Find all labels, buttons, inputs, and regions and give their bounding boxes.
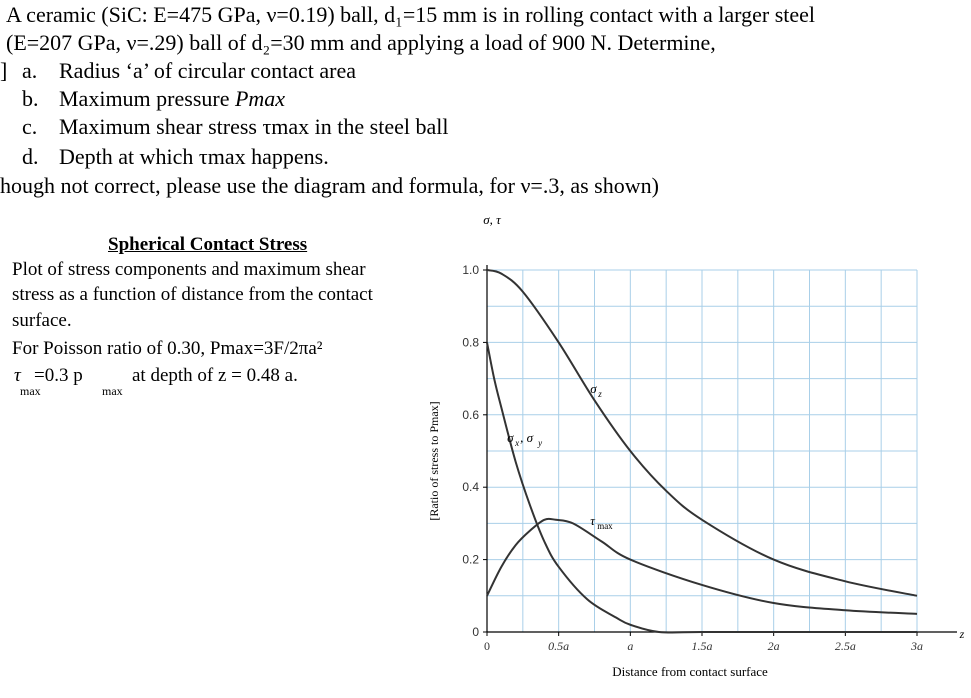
problem-line-1: A ceramic (SiC: E=475 GPa, ν=0.19) ball, d₁=15 mm is in rolling contact with a larger steel [6,2,816,27]
item-b [59,86,285,112]
item-a-text: Radius ‘a’ of circular contact area [59,58,357,83]
side-desc-3: surface. [12,310,72,331]
x-axis-end-label: z [959,627,965,641]
x-tick-label-6: 3a [911,639,923,653]
problem-line-2: (E=207 GPa, ν=.29) ball of d₂=30 mm and applying a load of 900 N. Determine, [6,30,716,55]
label-sigma-y: , σ [520,429,533,445]
item-b-label: b. [22,86,39,111]
label-tau-max-sub: max [597,521,613,532]
side-sub-max-2: max [102,384,123,398]
item-d-label: d. [22,144,39,169]
side-sub-max-1: max [20,384,41,398]
item-c-label: c. [22,114,38,139]
label-tau-max: τ [590,513,595,529]
y-tick-label-3: 0.6 [462,407,479,422]
side-formula-2-depth: at depth of z = 0.48 a. [132,365,298,386]
x-tick-label-0: 0 [484,639,490,653]
x-tick-label-2: a [627,639,634,653]
y-tick-label-4: 0.8 [462,335,479,350]
side-desc-2: stress as a function of distance from the contact [12,284,373,305]
y-tick-label-2: 0.4 [462,480,479,495]
y-axis-top-label: σ, τ [483,212,501,227]
item-b-text: Maximum pressure [59,86,235,111]
stress-chart [420,205,971,695]
label-sigma-z: σ [590,381,597,397]
y-tick-label-5: 1.0 [462,263,479,277]
y-tick-label-1: 0.2 [462,552,479,567]
x-tick-label-1: 0.5a [548,639,570,653]
label-sigma-z-sub: z [598,389,602,400]
item-a-label: a. [22,58,38,83]
problem-bracket: ] [0,58,8,83]
item-d-text: Depth at which τmax happens. [59,144,329,169]
label-sigma-x-sub: x [515,437,520,448]
problem-note: hough not correct, please use the diagram and formula, for ν=.3, as shown) [0,173,659,198]
x-axis-label: Distance from contact surface [612,664,768,679]
side-formula-2-eq: =0.3 p [34,365,83,386]
item-b-math: Pmax [234,86,286,111]
side-title: Spherical Contact Stress [108,234,308,255]
side-formula-2-tau: τ [14,365,21,386]
side-desc-1: Plot of stress components and maximum shear [12,259,366,280]
label-sigma-y-sub: y [538,437,543,448]
x-tick-label-4: 2a [767,639,780,653]
x-tick-label-3: 1.5a [691,639,713,653]
x-tick-label-5: 2.5a [834,639,856,653]
item-c-text: Maximum shear stress τmax in the steel ball [59,114,449,139]
y-axis-side-label: [Ratio of stress to Pmax] [427,401,441,521]
y-tick-label-0: 0 [472,625,479,639]
label-sigma-x: σ [507,429,514,445]
side-formula-1: For Poisson ratio of 0.30, Pmax=3F/2πa² [12,338,323,359]
